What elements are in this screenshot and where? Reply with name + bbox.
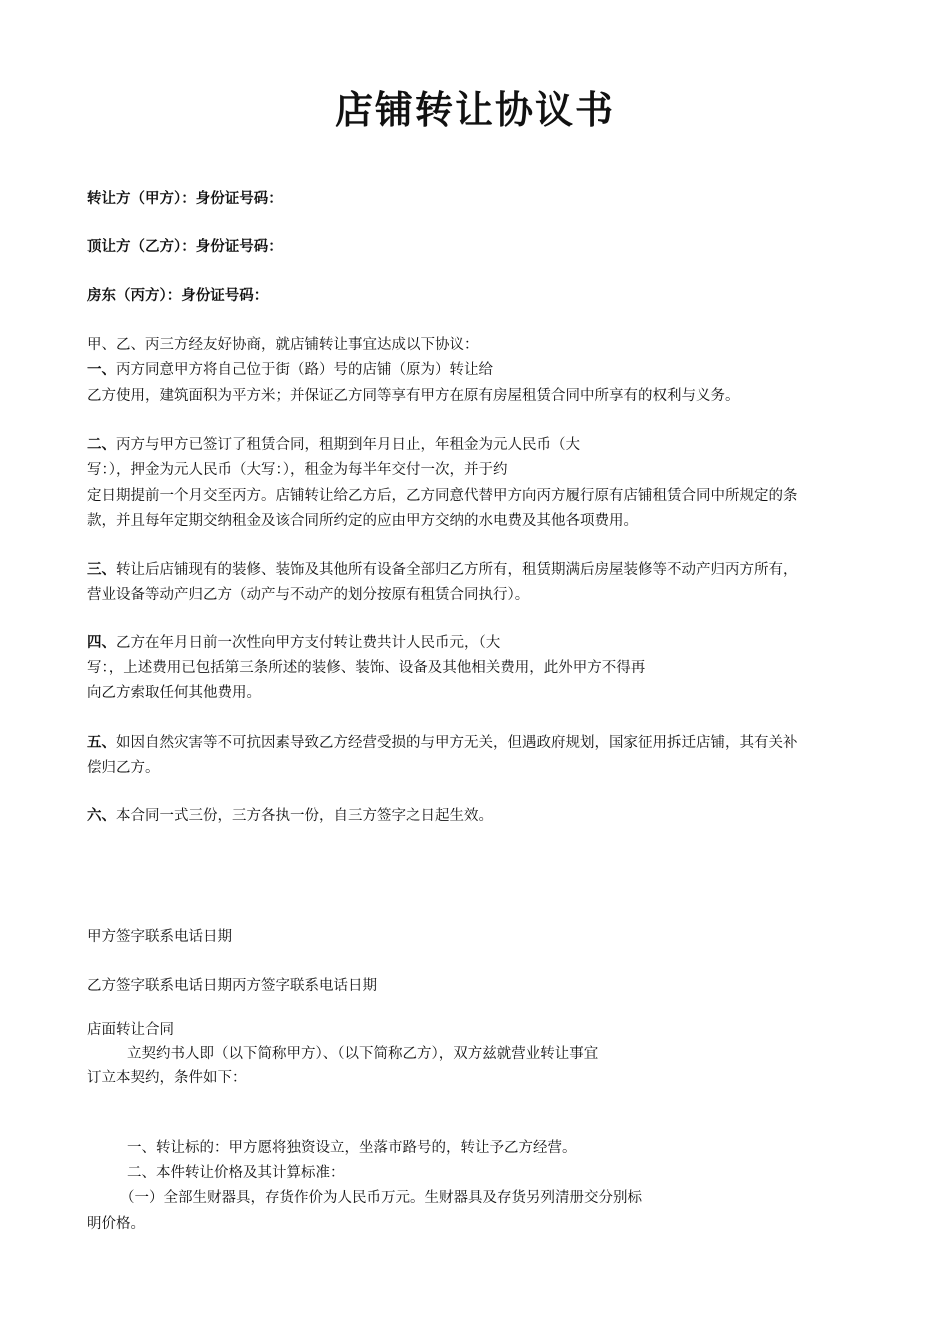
clause-2-text: 丙方与甲方已签订了租赁合同，租期到年月日止，年租金为元人民币（大 xyxy=(116,437,580,453)
clause-3-line-2: 营业设备等动产归乙方（动产与不动产的划分按原有租赁合同执行）。 xyxy=(87,587,530,603)
clause-1-number: 一、 xyxy=(87,362,116,378)
contract-2-para-1-line-2: 订立本契约，条件如下： xyxy=(87,1070,247,1086)
contract-2-item-1: 一、转让标的：甲方愿将独资设立，坐落市路号的，转让予乙方经营。 xyxy=(127,1140,577,1156)
clause-3-line-1 xyxy=(87,560,798,580)
clause-4-line-2: 写：，上述费用已包括第三条所述的装修、装饰、设备及其他相关费用，此外甲方不得再 xyxy=(87,660,646,676)
intro-text: 甲、乙、丙三方经友好协商，就店铺转让事宜达成以下协议： xyxy=(87,337,479,353)
document-title: 店铺转让协议书 xyxy=(334,88,615,132)
clause-6-line-1 xyxy=(87,806,493,826)
party-transferee: 顶让方（乙方）：身份证号码： xyxy=(87,239,283,255)
clause-5-line-1 xyxy=(87,733,798,753)
clause-3-text: 转让后店铺现有的装修、装饰及其他所有设备全部归乙方所有，租赁期满后房屋装修等不动产归丙方所有， xyxy=(116,562,798,578)
clause-4-line-1 xyxy=(87,633,500,653)
clause-2-line-2: 写：），押金为元人民币（大写：），租金为每半年交付一次，并于约 xyxy=(87,462,508,478)
clause-4-line-3: 向乙方索取任何其他费用。 xyxy=(87,685,261,701)
clause-2-line-3: 定日期提前一个月交至丙方。店铺转让给乙方后，乙方同意代替甲方向丙方履行原有店铺租赁合同中所规定的条 xyxy=(87,488,798,504)
clause-6-text: 本合同一式三份，三方各执一份，自三方签字之日起生效。 xyxy=(116,808,493,824)
contract-2-item-2-sub-1-line-2: 明价格。 xyxy=(87,1216,145,1232)
clause-1-text: 丙方同意甲方将自己位于街（路）号的店铺（原为）转让给 xyxy=(116,362,493,378)
party-transferor: 转让方（甲方）：身份证号码： xyxy=(87,191,283,207)
party-landlord: 房东（丙方）：身份证号码： xyxy=(87,288,269,304)
signature-line-1: 甲方签字联系电话日期 xyxy=(87,929,232,945)
clause-2-line-4: 款，并且每年定期交纳租金及该合同所约定的应由甲方交纳的水电费及其他各项费用。 xyxy=(87,513,638,529)
clause-1-line-1 xyxy=(87,360,493,380)
clause-5-number: 五、 xyxy=(87,735,116,751)
clause-1-line-2: 乙方使用，建筑面积为平方米；并保证乙方同等享有甲方在原有房屋租赁合同中所享有的权利与义务。 xyxy=(87,388,740,404)
contract-2-para-1-line-1: 立契约书人即（以下简称甲方）、（以下简称乙方），双方兹就营业转让事宜 xyxy=(127,1046,599,1062)
clause-2-number: 二、 xyxy=(87,437,116,453)
clause-4-number: 四、 xyxy=(87,635,116,651)
clause-6-number: 六、 xyxy=(87,808,116,824)
signature-line-2: 乙方签字联系电话日期丙方签字联系电话日期 xyxy=(87,978,377,994)
clause-3-number: 三、 xyxy=(87,562,116,578)
clause-2-line-1 xyxy=(87,435,580,455)
clause-5-text: 如因自然灾害等不可抗因素导致乙方经营受损的与甲方无关，但遇政府规划，国家征用拆迁店铺，其有关补 xyxy=(116,735,798,751)
contract-2-item-2: 二、本件转让价格及其计算标准： xyxy=(127,1165,345,1181)
contract-2-title: 店面转让合同 xyxy=(87,1022,174,1038)
contract-2-item-2-sub-1-line-1: （一）全部生财器具，存货作价为人民币万元。生财器具及存货另列清册交分别标 xyxy=(120,1190,642,1206)
clause-5-line-2: 偿归乙方。 xyxy=(87,760,160,776)
clause-4-text: 乙方在年月日前一次性向甲方支付转让费共计人民币元，（大 xyxy=(116,635,501,651)
